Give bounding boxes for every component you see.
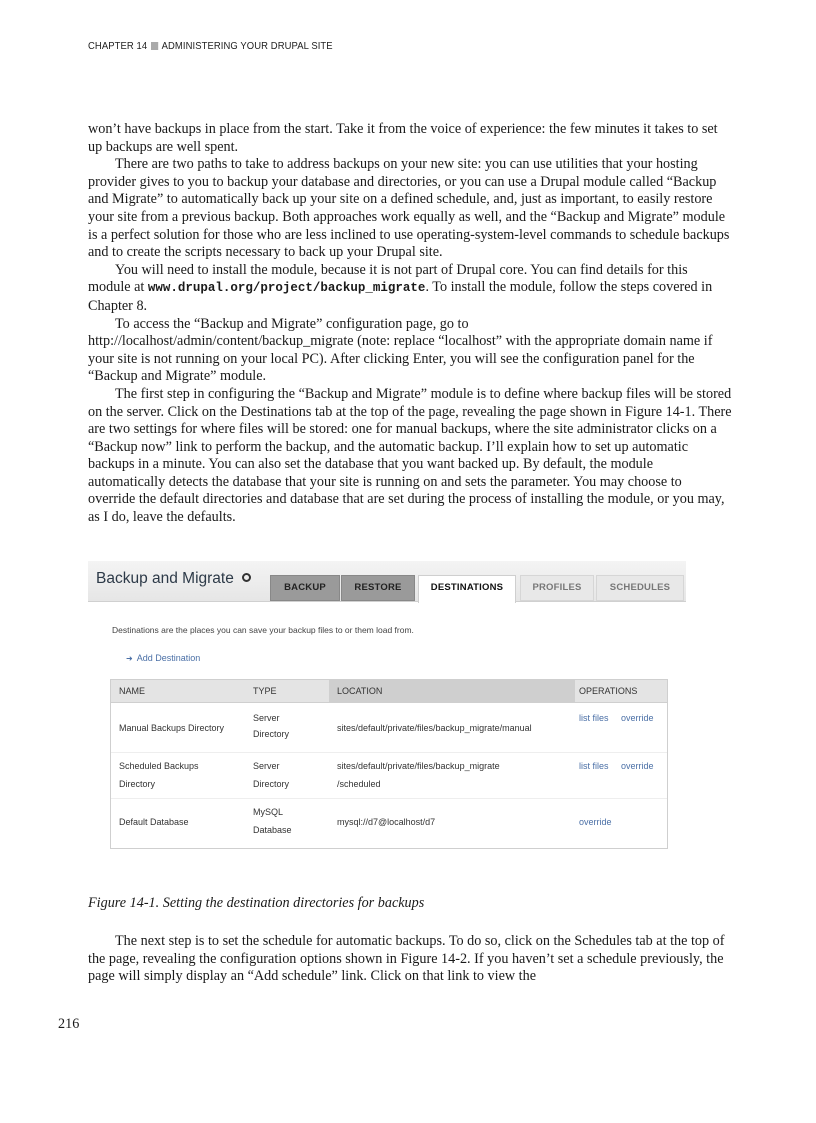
paragraph-3 xyxy=(88,262,732,316)
header-operations: OPERATIONS xyxy=(579,686,638,696)
body-text xyxy=(88,121,732,527)
paragraph-2: There are two paths to take to address backups on your new site: you can use utilities that your hosting provider gives to you to backup your database and directories, or you can use a Drupal module called “Backup and Migrate” to automatically back up your site on a defined schedule, and, just as important, to easily restore your site from a previous backup. Both approaches work equally as well, and the “Backup and Migrate” module is a perfect solution for those who are less inclined to use operating-system-level commands to schedule backups and to create the scripts necessary to back up your Drupal site. xyxy=(88,156,730,261)
running-head-chapter: CHAPTER 14 xyxy=(88,40,148,52)
paragraph-6: The next step is to set the schedule for automatic backups. To do so, click on the Schedules tab at the top of the page, revealing the configuration options shown in Figure 14-2. If you haven’t set a schedule previously, the page will simply display an “Add schedule” link. Click on that link to view the xyxy=(88,933,725,985)
header-name[interactable]: NAME xyxy=(119,686,146,696)
add-destination-link[interactable] xyxy=(126,653,200,663)
gear-icon xyxy=(242,573,251,582)
figure-title xyxy=(96,570,251,588)
add-destination-label: Add Destination xyxy=(136,653,201,663)
separator-square-icon xyxy=(151,42,158,50)
row-separator xyxy=(111,798,667,799)
paragraph-4: To access the “Backup and Migrate” configuration page, go to http://localhost/admin/content/backup_migrate (note: replace “localhost” with the appropriate domain name if your site is not running on your local PC). After clicking Enter, you will see the configuration panel for the “Backup and Migrate” module. xyxy=(88,315,713,385)
destinations-table xyxy=(110,679,668,849)
figure-description: Destinations are the places you can save your backup files to or them load from. xyxy=(112,625,414,635)
figure-caption: Figure 14-1. Setting the destination directories for backups xyxy=(88,895,425,911)
running-head-title: ADMINISTERING YOUR DRUPAL SITE xyxy=(161,40,333,52)
paragraph-5: The first step in configuring the “Backup and Migrate” module is to define where backup files will be stored on the server. Click on the Destinations tab at the top of the page, revealing the page shown in Figure 14-1. There are two settings for where files will be stored: one for manual backups, where the site administrator clicks on a “Backup now” link to perform the backup, and the automatic backup. I’ll explain how to set up automatic backups in a minute. You can also set the database that you want backed up. By default, the module automatically detects the database that your site is running on and sets the parameter. You may choose to override the default directories and database that are set during the process of installing the module, or you may, as I do, leave the defaults. xyxy=(88,385,732,526)
row2-name-line2: Directory xyxy=(119,779,156,789)
tab-destinations[interactable]: DESTINATIONS xyxy=(418,575,516,603)
row2-name-line1: Scheduled Backups xyxy=(119,761,199,771)
module-url: www.drupal.org/project/backup_migrate xyxy=(147,281,426,296)
row3-type-line2: Database xyxy=(253,825,292,835)
body-text-continued xyxy=(88,933,732,986)
row2-location-line2: /scheduled xyxy=(337,779,381,789)
running-head xyxy=(88,40,333,52)
row3-type-line1: MySQL xyxy=(253,807,284,817)
row3-name: Default Database xyxy=(119,817,189,827)
row2-type-line1: Server xyxy=(253,761,280,771)
row2-location-line1: sites/default/private/files/backup_migrate xyxy=(337,761,500,771)
row2-list-files-link[interactable]: list files xyxy=(579,761,609,771)
row1-type-line2: Directory xyxy=(253,729,290,739)
figure-header xyxy=(88,561,686,602)
figure-title-text: Backup and Migrate xyxy=(96,570,234,587)
row2-override-link[interactable]: override xyxy=(621,761,654,771)
tab-backup[interactable]: BACKUP xyxy=(270,575,340,601)
row-separator xyxy=(111,752,667,753)
row3-location: mysql://d7@localhost/d7 xyxy=(337,817,436,827)
row2-type-line2: Directory xyxy=(253,779,290,789)
row1-override-link[interactable]: override xyxy=(621,713,654,723)
page-number: 216 xyxy=(58,1016,80,1032)
tab-profiles[interactable]: PROFILES xyxy=(520,575,594,601)
header-location[interactable]: LOCATION xyxy=(337,686,383,696)
row1-list-files-link[interactable]: list files xyxy=(579,713,609,723)
row1-type-line1: Server xyxy=(253,713,280,723)
row1-location: sites/default/private/files/backup_migrate/manual xyxy=(337,723,532,733)
tab-schedules[interactable]: SCHEDULES xyxy=(596,575,684,601)
tab-restore[interactable]: RESTORE xyxy=(341,575,415,601)
paragraph-3-text-b: . To install the module, follow the steps covered in Chapter 8. xyxy=(88,279,713,314)
arrow-right-icon: ➜ xyxy=(126,654,133,663)
row3-override-link[interactable]: override xyxy=(579,817,612,827)
paragraph-1: won’t have backups in place from the start. Take it from the voice of experience: the few minutes it takes to set up backups are well spent. xyxy=(88,121,718,155)
paragraph-3-text-a: You will need to install the module, because it is not part of Drupal core. You can find details for this module at xyxy=(88,261,688,296)
figure-screenshot xyxy=(88,561,686,871)
header-type[interactable]: TYPE xyxy=(253,686,277,696)
row1-name: Manual Backups Directory xyxy=(119,723,225,733)
